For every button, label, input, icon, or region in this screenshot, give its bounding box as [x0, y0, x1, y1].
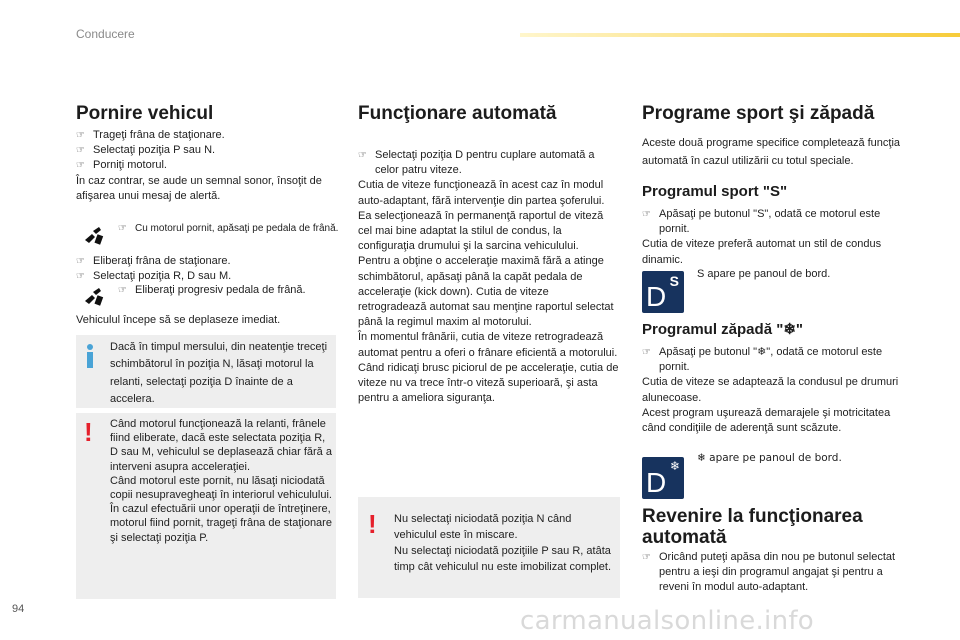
list-item: ☞ Cu motorul pornit, apăsaţi pe pedala de frână. — [118, 222, 340, 236]
list-item: ☞ Selectaţi poziţia R, D sau M. — [76, 269, 338, 284]
paragraph: Cutia de viteze se adaptează la condusul pe drumuri alunecoase. Acest program uşurează demarajele şi motricitatea când condiţiile de aderenţă sunt scăzute. — [642, 376, 899, 435]
info-text: Dacă în timpul mersului, din neatenţie treceţi schimbătorul în poziţia N, lăsaţi motorul la relanti, selectaţi poziţia D înainte de a accelera. — [110, 341, 328, 406]
paragraph: În momentul frânării, cutia de viteze retrogradează automat pentru a oferi o frânare eficientă a motorului. — [358, 331, 618, 359]
paragraph-vehicle-moves: Vehiculul începe să se deplaseze imediat. — [76, 314, 281, 326]
list-item: ☞ Porniţi motorul. — [76, 158, 338, 173]
auto-mode-text — [358, 148, 620, 406]
list-item: ☞ Oricând puteţi apăsa din nou pe butonul selectat pentru a ieşi din programul angajat şi pentru a reveni în modul auto-adaptant. — [642, 550, 904, 596]
warning-icon: ! — [84, 417, 93, 447]
warning-text: Când motorul funcţionează la relanti, frânele fiind eliberate, dacă este selectata poziţia R, D sau M, vehiculul se deplasează chiar fără a interveni asupra acceleraţiei. Când motorul este pornit, nu lăsaţi niciodată copii nesupravegheaţi în interiorul vehiculului. În cazul efectuării unor operaţii de întreţinere, motorul fiind pornit, trageţi frâna de staţionare şi selectaţi poziţia P. — [110, 418, 332, 544]
paragraph: Cutia de viteze preferă automat un stil de condus dinamic. — [642, 238, 882, 266]
header-accent-bar — [520, 33, 960, 37]
snowflake-icon: ❄ — [669, 459, 680, 473]
watermark: carmanualsonline.info — [520, 606, 815, 636]
paragraph: Când ridicaţi brusc piciorul de pe acceleraţie, cutia de viteze nu va trece într-o viteză superioară, şi asta pentru a ameliora siguranţa. — [358, 361, 619, 405]
sport-indicator-note: S apare pe panoul de bord. — [697, 268, 831, 280]
section-header: Conducere — [76, 27, 135, 41]
drive-letter: D — [646, 281, 667, 312]
list-item: ☞ Eliberaţi frâna de staţionare. — [76, 254, 338, 269]
start-steps — [76, 128, 338, 204]
list-item: ☞ Selectaţi poziţia P sau N. — [76, 143, 338, 158]
info-box — [76, 335, 336, 408]
page-number: 94 — [12, 603, 25, 615]
info-icon — [87, 344, 93, 368]
drive-letter: D — [646, 467, 667, 498]
list-item: ☞ Selectaţi poziţia D pentru cuplare automată a celor patru viteze. — [358, 148, 620, 178]
heading-revenire-automata: Revenire la funcţionarea automată — [642, 506, 863, 548]
list-item: ☞ Trageţi frâna de staţionare. — [76, 128, 338, 143]
heading-program-zapada: Programul zăpadă "❄" — [642, 321, 803, 338]
warning-box — [76, 413, 336, 599]
revert-text — [642, 550, 904, 596]
list-item: ☞ Eliberaţi progresiv pedala de frână. — [118, 283, 333, 298]
list-item: ☞ Apăsaţi pe butonul "❄", odată ce motorul este pornit. — [642, 345, 904, 375]
paragraph: Pentru a obţine o acceleraţie maximă fără a atinge schimbătorul, apăsaţi până la capăt pedala de acceleraţie (kick down). Cutia de viteze retrogradează automat sau menţine raportul selectat până la regimul maxim al motorului. — [358, 255, 614, 329]
sport-text — [642, 207, 904, 268]
brake-pedal-release-icon — [82, 286, 104, 308]
warning-icon: ! — [368, 509, 377, 539]
paragraph: În caz contrar, se aude un semnal sonor, însoţit de afişarea unui mesaj de alertă. — [76, 174, 322, 202]
note-brake-release — [118, 283, 333, 298]
sport-badge-letter: S — [669, 273, 679, 289]
paragraph: Cutia de viteze funcţionează în acest caz în modul auto-adaptant, fără intervenţie din partea şoferului. Ea selecţionează în permanenţă raportul de viteză cel mai bine adaptat la stilul de condus, la configuraţia drumului şi la sarcina vehiculului. — [358, 179, 605, 253]
heading-functionare-automata: Funcţionare automată — [358, 103, 557, 124]
snow-text — [642, 345, 904, 436]
heading-pornire-vehicul: Pornire vehicul — [76, 103, 214, 124]
snow-mode-indicator-icon — [642, 457, 684, 499]
brake-pedal-icon — [82, 225, 104, 247]
heading-programe-sport-zapada: Programe sport şi zăpadă — [642, 103, 875, 124]
snow-indicator-note: ❄ apare pe panoul de bord. — [697, 452, 842, 464]
warning-text: Nu selectaţi niciodată poziţia N când vehiculul este în miscare. Nu selectaţi niciodată poziţiile P sau R, atâta timp cât vehiculul nu este imobilizat complet. — [394, 513, 612, 573]
note-brake-press — [118, 222, 340, 236]
gear-steps — [76, 254, 338, 284]
heading-program-sport: Programul sport "S" — [642, 183, 788, 200]
programs-intro: Aceste două programe specifice completează funcţia automată în cazul utilizării cu totul speciale. — [642, 137, 901, 167]
sport-mode-indicator-icon — [642, 271, 684, 313]
list-item: ☞ Apăsaţi pe butonul "S", odată ce motorul este pornit. — [642, 207, 904, 237]
warning-box-gear — [358, 497, 620, 598]
